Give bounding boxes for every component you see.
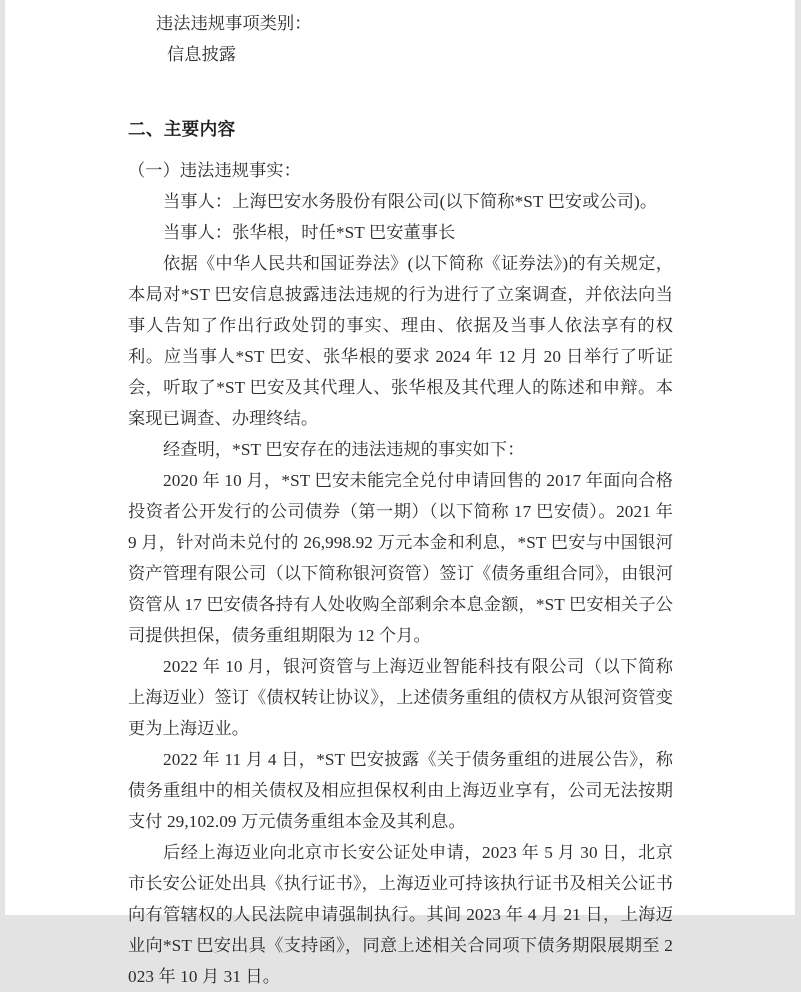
party-line-individual: 当事人：张华根，时任*ST 巴安董事长: [163, 223, 456, 242]
sub-heading-violation-facts: （一）违法违规事实：: [128, 161, 301, 180]
paragraph-notarization-enforcement: 后经上海迈业向北京市长安公证处申请，2023 年 5 月 30 日，北京市长安公证处出具《执行证书》，上海迈业可持该执行证书及相关公证书向有管辖权的人民法院申请强制执行。其间 2023 年 4 月 21 日，上海迈业向*ST 巴安出具《支持函》，同意上述相关合同项下债务期限展期至 2023 年 10 月 31 日。: [128, 843, 673, 986]
section-spacer: [128, 70, 673, 114]
paragraph-legal-basis: 依据《中华人民共和国证券法》(以下简称《证券法》)的有关规定，本局对*ST 巴安信息披露违法违规的行为进行了立案调查，并依法向当事人告知了作出行政处罚的事实、理由、依据及当事人依法享有的权利。应当事人*ST 巴安、张华根的要求 2024 年 12 月 20 日举行了听证会，听取了*ST 巴安及其代理人、张华根及其代理人的陈述和申辩。本案现已调查、办理终结。: [128, 254, 673, 428]
paragraph-bond-default-2020: 2020 年 10 月，*ST 巴安未能完全兑付申请回售的 2017 年面向合格投资者公开发行的公司债券（第一期）（以下简称 17 巴安债）。2021 年 9 月，针对尚未兑付的 26,998.92 万元本金和利息，*ST 巴安与中国银河资产管理有限公司（以下简称银河资管）签订《债务重组合同》，由银河资管从 17 巴安债各持有人处收购全部剩余本息金额，*ST 巴安相关子公司提供担保，债务重组期限为 12 个月。: [128, 471, 673, 645]
paragraph-claim-transfer-2022-10: 2022 年 10 月，银河资管与上海迈业智能科技有限公司（以下简称上海迈业）签订《债权转让协议》，上述债务重组的债权方从银河资管变更为上海迈业。: [128, 657, 673, 738]
violation-category-label: 违法违规事项类别：: [156, 14, 312, 33]
violation-category-value: 信息披露: [167, 45, 237, 64]
heading-spacer: [128, 145, 673, 155]
paragraph-disclosure-2022-11: 2022 年 11 月 4 日，*ST 巴安披露《关于债务重组的进展公告》，称债务重组中的相关债权及相应担保权利由上海迈业享有，公司无法按期支付 29,102.09 万元债务重组本金及其利息。: [128, 750, 673, 831]
party-line-company: 当事人：上海巴安水务股份有限公司(以下简称*ST 巴安或公司)。: [163, 192, 658, 211]
paragraph-findings-intro: 经查明，*ST 巴安存在的违法违规的事实如下：: [163, 440, 525, 459]
section-heading-main-content: 二、主要内容: [128, 119, 236, 139]
document-text-column: [128, 0, 673, 992]
document-page: [5, 0, 795, 986]
